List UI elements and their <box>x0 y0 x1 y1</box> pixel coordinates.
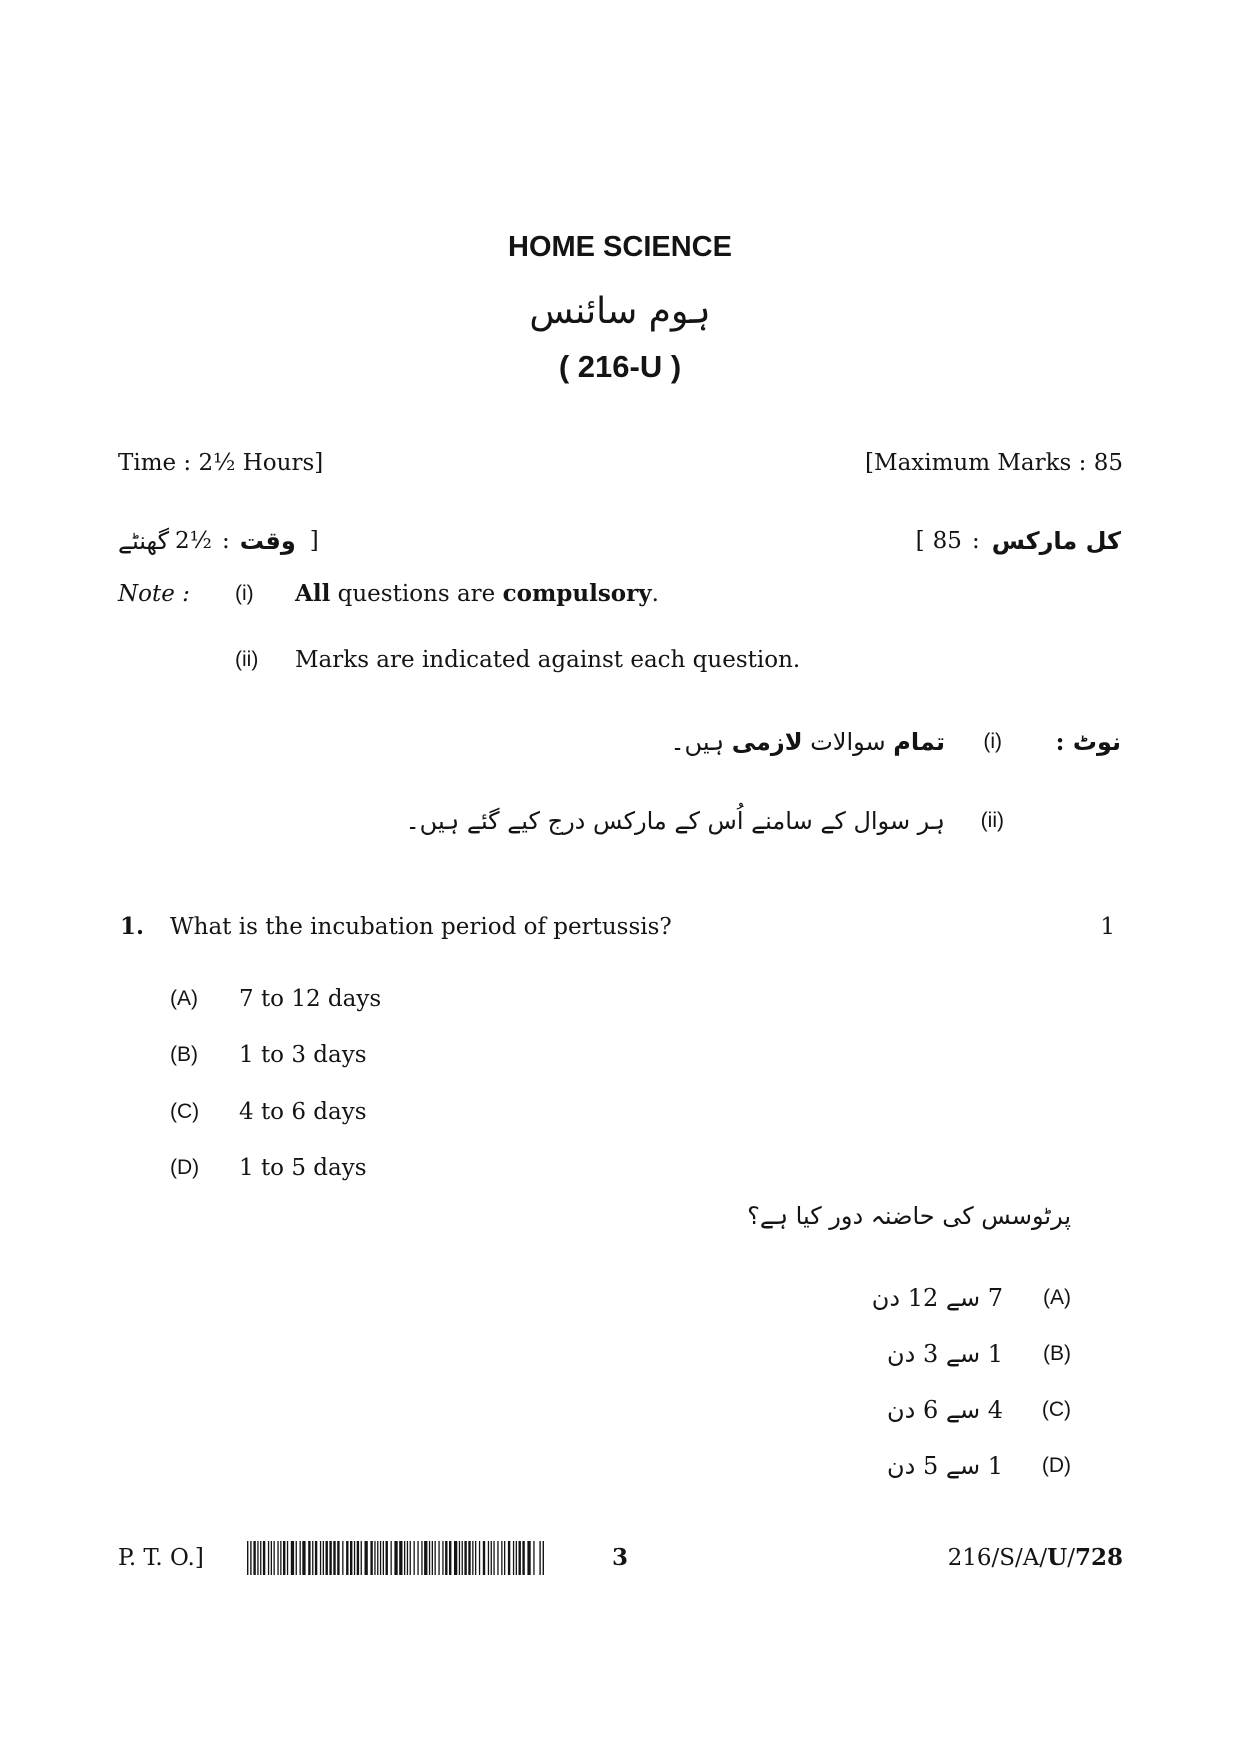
barcode-bar <box>527 1541 530 1575</box>
time-allowed-urdu <box>118 522 319 560</box>
barcode-bar <box>257 1541 258 1575</box>
option-row <box>0 1097 1240 1127</box>
barcode-bar <box>300 1541 301 1575</box>
barcode-bar <box>483 1541 485 1575</box>
option-label: (B) <box>170 1043 198 1066</box>
barcode-bar <box>410 1541 411 1575</box>
note-emphasis: All <box>295 580 331 607</box>
question-text: What is the incubation period of pertussis? <box>170 914 672 940</box>
option-row-urdu <box>0 1335 1240 1373</box>
barcode-bar <box>424 1541 427 1575</box>
barcode-bar <box>493 1541 494 1575</box>
barcode-bar <box>442 1541 443 1575</box>
note-item-marker: (i) <box>235 582 254 605</box>
barcode-bar <box>533 1541 534 1575</box>
barcode-bar <box>519 1541 521 1575</box>
option-label-urdu: (B) <box>1043 1342 1071 1365</box>
time-separator-urdu: : <box>221 528 230 554</box>
question-text-urdu: پرٹوسس کی حاضنہ دور کیا ہے؟ <box>747 1202 1071 1230</box>
barcode-bar <box>479 1541 480 1575</box>
option-text: 1 to 3 days <box>239 1042 367 1068</box>
barcode-bar <box>315 1541 317 1575</box>
subject-code: ( 216-U ) <box>558 349 682 384</box>
barcode-bar <box>312 1541 313 1575</box>
option-label: (A) <box>170 987 198 1010</box>
note-emphasis-urdu: لازمی <box>731 727 803 756</box>
option-text-urdu: 4 سے 6 دن <box>887 1396 1003 1424</box>
question-marks: 1 <box>1100 914 1115 940</box>
barcode-bar <box>250 1541 251 1575</box>
barcode-bar <box>407 1541 408 1575</box>
barcode-bar <box>522 1541 524 1575</box>
barcode-bar <box>320 1541 321 1575</box>
barcode-bar <box>539 1541 540 1575</box>
barcode-bar <box>326 1541 328 1575</box>
barcode-bar <box>454 1541 457 1575</box>
barcode-bar <box>497 1541 498 1575</box>
option-row-urdu <box>0 1447 1240 1485</box>
barcode-bar <box>323 1541 324 1575</box>
note-item-marker: (ii) <box>235 648 259 671</box>
barcode-bar <box>365 1541 368 1575</box>
barcode-bar <box>253 1541 255 1575</box>
barcode-bar <box>414 1541 415 1575</box>
barcode-bar <box>350 1541 352 1575</box>
barcode-bar <box>383 1541 384 1575</box>
note-item <box>0 579 1240 609</box>
paper-code-prefix: 216/S/A/ <box>947 1545 1048 1571</box>
barcode-bar <box>429 1541 430 1575</box>
barcode-bar <box>370 1541 372 1575</box>
barcode-bar <box>277 1541 278 1575</box>
barcode-bar <box>333 1541 335 1575</box>
barcode-bar <box>464 1541 466 1575</box>
note-label-urdu: نوٹ : <box>1055 727 1121 756</box>
marks-label-urdu: کل مارکس <box>991 526 1121 555</box>
subject-title-urdu: ہوم سائنس <box>529 291 711 332</box>
option-row-urdu <box>0 1279 1240 1317</box>
question-row-urdu <box>0 1197 1240 1235</box>
note-emphasis-urdu: تمام <box>893 727 945 756</box>
barcode-bar <box>449 1541 451 1575</box>
note-item-text-urdu: ہر سوال کے سامنے اُس کے مارکس درج کیے گئے ہیں۔ <box>405 807 945 835</box>
option-row <box>0 1153 1240 1183</box>
note-emphasis: compulsory <box>502 580 652 607</box>
time-allowed: Time : 2½ Hours] <box>118 450 324 476</box>
barcode-bar <box>543 1541 544 1575</box>
barcode-bar <box>391 1541 392 1575</box>
option-text-urdu: 7 سے 12 دن <box>871 1284 1003 1312</box>
barcode-bar <box>274 1541 275 1575</box>
barcode-bar <box>354 1541 355 1575</box>
time-bracket-urdu: ] <box>309 528 319 554</box>
barcode-bar <box>516 1541 517 1575</box>
barcode-bar <box>283 1541 285 1575</box>
barcode-bar <box>280 1541 281 1575</box>
marks-bracket-urdu: [ <box>915 528 925 554</box>
barcode-bar <box>491 1541 492 1575</box>
barcode-bar <box>417 1541 418 1575</box>
barcode-bar <box>404 1541 405 1575</box>
barcode-bar <box>462 1541 463 1575</box>
note-text-segment: . <box>651 581 659 607</box>
marks-value-urdu: 85 <box>932 528 962 554</box>
barcode-bar <box>438 1541 439 1575</box>
barcode-bar <box>432 1541 433 1575</box>
barcode-bar <box>377 1541 378 1575</box>
note-text-segment: questions are <box>330 581 503 607</box>
note-item-urdu <box>0 723 1240 761</box>
barcode-bar <box>475 1541 476 1575</box>
barcode-bar <box>501 1541 502 1575</box>
barcode-bar <box>329 1541 331 1575</box>
footer <box>0 1543 1240 1573</box>
option-text-urdu: 1 سے 5 دن <box>887 1452 1003 1480</box>
maximum-marks-urdu <box>916 522 1121 560</box>
note-text-segment-urdu: سوالات <box>802 728 894 756</box>
option-label-urdu: (A) <box>1043 1286 1071 1309</box>
barcode-bar <box>380 1541 381 1575</box>
paper-code <box>948 1543 1123 1573</box>
paper-code-version: U <box>1047 1544 1068 1571</box>
marks-separator-urdu: : <box>971 528 980 554</box>
option-label-urdu: (C) <box>1041 1398 1071 1421</box>
note-item-text <box>295 579 659 609</box>
barcode <box>247 1541 544 1575</box>
subject-title: HOME SCIENCE <box>508 231 732 263</box>
barcode-bar <box>459 1541 460 1575</box>
paper-code-separator: / <box>1067 1545 1075 1571</box>
barcode-bar <box>421 1541 422 1575</box>
barcode-bar <box>357 1541 359 1575</box>
option-label: (C) <box>170 1100 200 1123</box>
barcode-bar <box>287 1541 288 1575</box>
barcode-bar <box>260 1541 261 1575</box>
barcode-bar <box>291 1541 294 1575</box>
barcode-bar <box>394 1541 397 1575</box>
option-text: 7 to 12 days <box>239 986 382 1012</box>
barcode-bar <box>268 1541 269 1575</box>
barcode-bar <box>337 1541 339 1575</box>
note-item-text: Marks are indicated against each question. <box>295 647 801 673</box>
barcode-bar <box>271 1541 272 1575</box>
barcode-bar <box>386 1541 388 1575</box>
barcode-bar <box>361 1541 362 1575</box>
barcode-bar <box>302 1541 305 1575</box>
barcode-bar <box>308 1541 310 1575</box>
time-unit-urdu: گھنٹے <box>118 527 170 555</box>
barcode-bar <box>508 1541 510 1575</box>
note-item-urdu <box>0 802 1240 840</box>
barcode-bar <box>247 1541 248 1575</box>
barcode-bar <box>263 1541 265 1575</box>
barcode-bar <box>445 1541 447 1575</box>
note-item-text-urdu <box>670 723 945 761</box>
barcode-bar <box>513 1541 514 1575</box>
option-label-urdu: (D) <box>1041 1454 1071 1477</box>
time-label-urdu: وقت <box>239 526 296 555</box>
note-text-segment-urdu: ہیں۔ <box>670 728 732 756</box>
barcode-bar <box>472 1541 473 1575</box>
barcode-bar <box>346 1541 348 1575</box>
note-item-marker-urdu: (i) <box>983 730 1002 753</box>
maximum-marks: [Maximum Marks : 85 <box>865 450 1123 476</box>
barcode-bar <box>296 1541 297 1575</box>
option-text: 1 to 5 days <box>239 1155 367 1181</box>
note-item-marker-urdu: (ii) <box>980 809 1004 832</box>
barcode-bar <box>468 1541 470 1575</box>
time-value-urdu: 2½ <box>175 528 212 554</box>
barcode-bar <box>488 1541 489 1575</box>
question-number: 1. <box>120 913 145 940</box>
note-label: Note : <box>118 581 190 607</box>
option-row-urdu <box>0 1391 1240 1429</box>
meta-row-urdu <box>0 522 1240 560</box>
page-number: 3 <box>611 1544 628 1571</box>
question-row <box>0 912 1240 942</box>
barcode-bar <box>374 1541 375 1575</box>
option-text-urdu: 1 سے 3 دن <box>887 1340 1003 1368</box>
option-label: (D) <box>170 1156 200 1179</box>
option-row <box>0 1040 1240 1070</box>
barcode-bar <box>504 1541 505 1575</box>
paper-code-number: 728 <box>1074 1544 1123 1571</box>
note-item <box>0 645 1240 675</box>
barcode-bar <box>435 1541 436 1575</box>
option-text: 4 to 6 days <box>239 1099 367 1125</box>
pto-label: P. T. O.] <box>118 1545 204 1571</box>
option-row <box>0 984 1240 1014</box>
barcode-bar <box>342 1541 343 1575</box>
meta-row <box>0 448 1240 478</box>
barcode-bar <box>399 1541 402 1575</box>
